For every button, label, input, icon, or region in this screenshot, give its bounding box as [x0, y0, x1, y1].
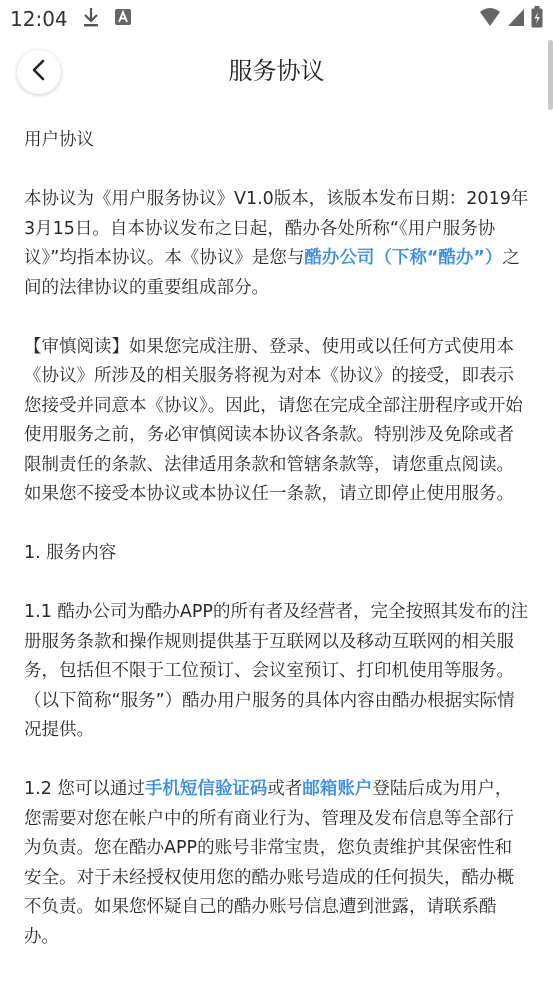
status-bar — [0, 0, 553, 38]
clause-1-2 — [24, 775, 529, 952]
download-icon — [82, 6, 100, 32]
status-left — [10, 6, 132, 32]
chevron-left-icon — [29, 58, 49, 86]
agreement-intro — [24, 185, 529, 303]
kuban-company-link[interactable]: 酷办公司（下称“酷办”） — [304, 248, 503, 268]
email-account-link[interactable]: 邮箱账户 — [302, 779, 373, 799]
page-title: 服务协议 — [228, 57, 325, 85]
intro-text-b: 之间的法律协议的重要组成部分。 — [24, 248, 520, 298]
scrollbar[interactable] — [548, 40, 553, 110]
clause-1-2-text-c: 登陆后成为用户，您需要对您在帐户中的所有商业行为、管理及发布信息等全部行为负责。您在酷办APP的账号非常宝贵，您负责维护其保密性和安全。对于未经授权使用您的酷办账号造成的任何损失，酷办概不负责。如果您怀疑自己的酷办账号信息遭到泄露，请联系酷办。 — [24, 779, 514, 947]
battery-icon — [531, 6, 543, 32]
status-right — [479, 6, 543, 32]
back-button[interactable] — [17, 50, 61, 94]
status-time: 12:04 — [10, 7, 68, 31]
section-service-content: 1. 服务内容 — [24, 543, 117, 563]
clause-1-1: 1.1 酷办公司为酷办APP的所有者及经营者，完全按照其发布的注册服务条款和操作规则提供基于互联网以及移动互联网的相关服务，包括但不限于工位预订、会议室预订、打印机使用等服务。（以下简称“服务”）酷办用户服务的具体内容由酷办根据实际情况提供。 — [24, 602, 528, 740]
careful-reading-paragraph: 【审慎阅读】如果您完成注册、登录、使用或以任何方式使用本《协议》所涉及的相关服务将视为对本《协议》的接受，即表示您接受并同意本《协议》。因此，请您在完成全部注册程序或开始使用服务之前，务必审慎阅读本协议各条款。特别涉及免除或者限制责任的条款、法律适用条款和管辖条款等，请您重点阅读。如果您不接受本协议或本协议任一条款，请立即停止使用服务。 — [24, 336, 523, 504]
sms-code-link[interactable]: 手机短信验证码 — [144, 779, 268, 799]
agreement-content — [24, 126, 529, 982]
agreement-heading: 用户协议 — [24, 130, 94, 150]
cellular-signal-icon — [507, 7, 525, 31]
clause-1-2-text-b: 或者 — [267, 779, 303, 799]
intro-text-a: 本协议为《用户服务协议》V1.0版本，该版本发布日期：2019年3月15日。自本协议发布之日起，酷办各处所称“《用户服务协议》”均指本协议。本《协议》是您与 — [24, 189, 529, 268]
text-a-icon — [114, 8, 132, 30]
header — [0, 38, 553, 104]
wifi-icon — [479, 7, 501, 31]
clause-1-2-text-a: 1.2 您可以通过 — [24, 779, 145, 799]
